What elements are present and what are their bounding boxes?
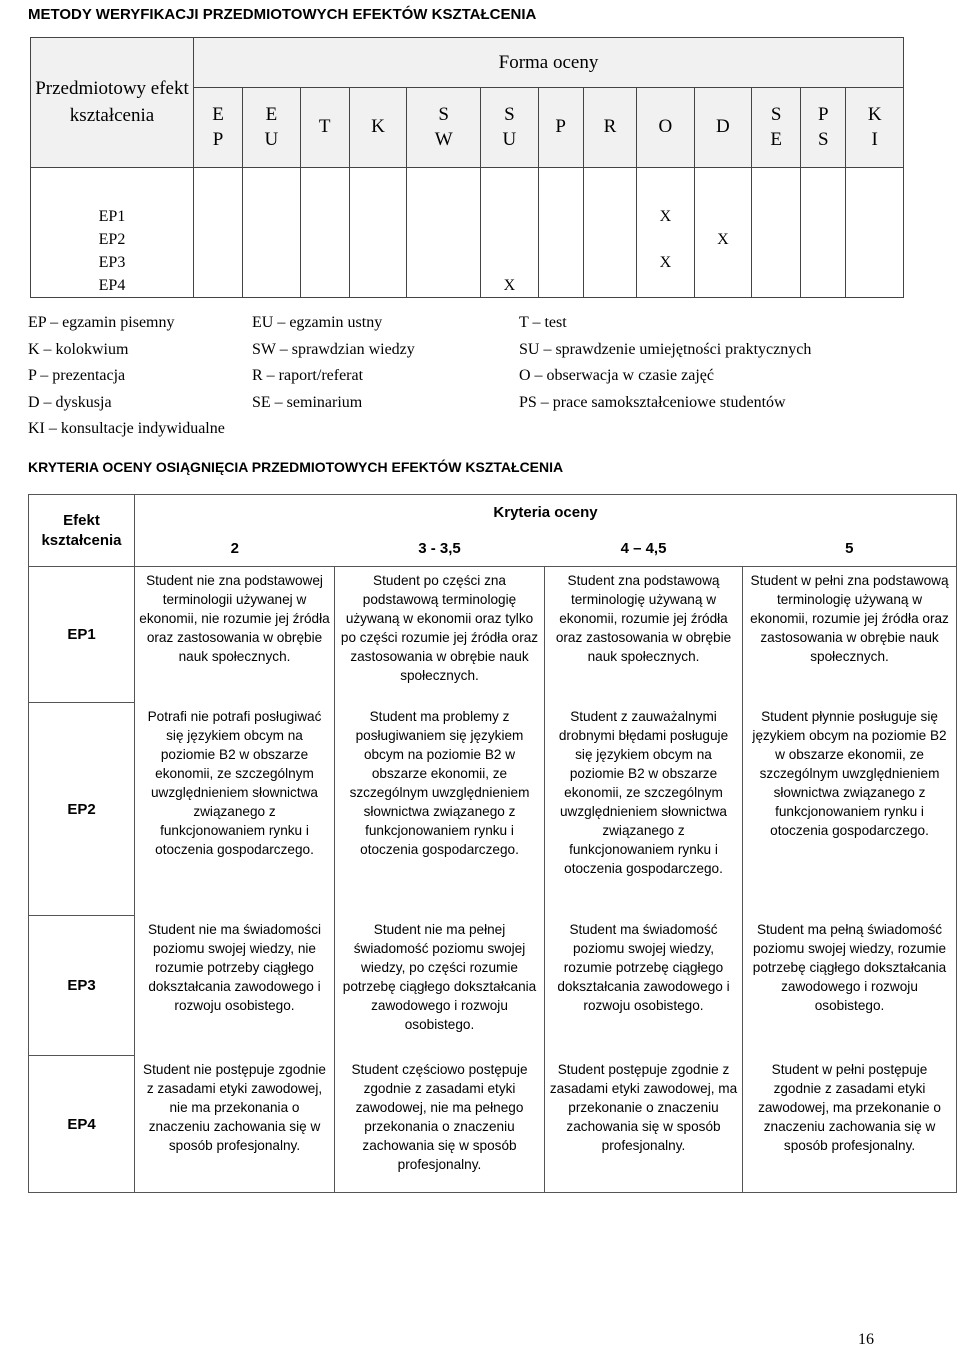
method-mark-cell bbox=[583, 252, 636, 275]
column-header-line: E bbox=[770, 128, 782, 150]
legend-item: R – raport/referat bbox=[252, 367, 364, 384]
column-header-line: D bbox=[715, 116, 730, 138]
method-mark-cell bbox=[846, 275, 904, 298]
method-mark-cell bbox=[349, 229, 406, 252]
empty-cell bbox=[349, 168, 406, 206]
effect-label: EP4 bbox=[31, 275, 194, 298]
criteria-cell bbox=[335, 1056, 545, 1193]
verification-methods-table bbox=[30, 37, 904, 298]
column-header-line: P bbox=[212, 128, 224, 150]
method-mark-cell bbox=[194, 252, 243, 275]
grade-header: 3 - 3,5 bbox=[335, 531, 545, 567]
table1-column-header bbox=[694, 88, 751, 168]
column-header-line: U bbox=[502, 128, 517, 150]
method-mark-cell bbox=[801, 275, 846, 298]
method-mark-cell bbox=[694, 252, 751, 275]
column-header-line: S bbox=[770, 103, 782, 125]
method-mark-cell bbox=[243, 206, 300, 229]
table1-spacer-row bbox=[31, 168, 904, 206]
legend-item: SE – seminarium bbox=[252, 393, 363, 411]
criteria-effect-label: EP4 bbox=[29, 1056, 135, 1193]
table1-column-header bbox=[538, 88, 583, 168]
legend-item: EU – egzamin ustny bbox=[252, 314, 383, 331]
empty-cell bbox=[752, 168, 801, 206]
criteria-row bbox=[29, 567, 957, 703]
criteria-cell bbox=[135, 703, 335, 916]
method-mark-cell bbox=[300, 206, 349, 229]
table1-body bbox=[31, 168, 904, 298]
legend-item: K – kolokwium bbox=[28, 340, 129, 358]
method-mark-cell bbox=[694, 206, 751, 229]
table1-column-header bbox=[801, 88, 846, 168]
criteria-cell bbox=[135, 1056, 335, 1193]
criteria-cell bbox=[335, 567, 545, 703]
criteria-cell bbox=[743, 567, 957, 703]
criteria-text: Student ma problemy z posługiwaniem się językiem obcym na poziomie B2 w obszarze ekonomii, ze szczególnym uwzględnieniem słownictwa związanego z funkcjonowaniem rynku i otoczenia gospodarczego. bbox=[349, 708, 530, 857]
criteria-text: Student postępuje zgodnie z zasadami etyki zawodowej, ma przekonanie o znaczeniu zachowania się w sposób profesjonalny. bbox=[549, 1061, 738, 1153]
table1-row bbox=[31, 275, 904, 298]
method-mark-cell bbox=[481, 252, 538, 275]
column-header-line: K bbox=[867, 103, 882, 125]
table1-column-header bbox=[846, 88, 904, 168]
table1-corner-header: Przedmiotowy efekt kształcenia bbox=[31, 38, 194, 168]
criteria-effect-label: EP1 bbox=[29, 567, 135, 703]
criteria-effect-label: EP3 bbox=[29, 916, 135, 1056]
criteria-text: Student w pełni zna podstawową terminologię używaną w ekonomii, rozumie jej źródła oraz zastosowania w obrębie nauk społecznych. bbox=[750, 573, 949, 664]
method-mark-cell bbox=[752, 252, 801, 275]
criteria-cell bbox=[743, 703, 957, 916]
table1-column-header bbox=[637, 88, 694, 168]
legend-item: T – test bbox=[519, 314, 567, 331]
method-mark-cell bbox=[752, 275, 801, 298]
legend-item: KI – konsultacje indywidualne bbox=[28, 420, 225, 437]
table1-row bbox=[31, 252, 904, 275]
method-mark-cell bbox=[538, 275, 583, 298]
effect-label: EP2 bbox=[31, 229, 194, 252]
method-mark-cell: X bbox=[637, 206, 694, 229]
method-mark-cell bbox=[752, 229, 801, 252]
empty-cell bbox=[407, 168, 481, 206]
column-header-line: S bbox=[818, 128, 829, 150]
criteria-text: Student ma pełną świadomość poziomu swojej wiedzy, rozumie potrzebę ciągłego dokształcania zawodowego i rozwoju osobistego. bbox=[752, 921, 947, 1013]
table1-column-header bbox=[194, 88, 243, 168]
method-mark-cell bbox=[801, 229, 846, 252]
method-mark-cell bbox=[752, 206, 801, 229]
method-mark-cell bbox=[801, 252, 846, 275]
method-mark-cell bbox=[300, 252, 349, 275]
column-header-line: S bbox=[438, 103, 449, 125]
column-header-line: P bbox=[555, 116, 566, 138]
method-mark-cell bbox=[846, 229, 904, 252]
empty-cell bbox=[31, 168, 194, 206]
method-mark-cell bbox=[538, 206, 583, 229]
empty-cell bbox=[243, 168, 300, 206]
legend-item: D – dyskusja bbox=[28, 393, 112, 411]
method-mark-cell bbox=[349, 206, 406, 229]
legend-item: SU – sprawdzenie umiejętności praktycznych bbox=[519, 340, 812, 358]
section2-title: KRYTERIA OCENY OSIĄGNIĘCIA PRZEDMIOTOWYCH EFEKTÓW KSZTAŁCENIA bbox=[28, 459, 564, 475]
criteria-text: Student z zauważalnymi drobnymi błędami posługuje się językiem obcym na poziomie B2 w obszarze ekonomii, ze szczególnym uwzględnieniem słownictwa związanego z funkcjonowaniem rynku i otoczenia gospodarczego. bbox=[558, 708, 729, 876]
criteria-cell bbox=[545, 1056, 743, 1193]
column-header-line: P bbox=[818, 103, 829, 125]
method-mark-cell bbox=[243, 275, 300, 298]
legend-item: P – prezentacja bbox=[28, 367, 126, 384]
column-header-line: O bbox=[658, 116, 673, 138]
empty-cell bbox=[194, 168, 243, 206]
criteria-text: Potrafi nie potrafi posługiwać się językiem obcym na poziomie B2 w obszarze ekonomii, ze szczególnym uwzględnieniem słownictwa związanego z funkcjonowaniem rynku i otoczenia gospodarczego. bbox=[147, 708, 322, 857]
method-mark-cell bbox=[637, 229, 694, 252]
section1-title: METODY WERYFIKACJI PRZEDMIOTOWYCH EFEKTÓW KSZTAŁCENIA bbox=[28, 6, 537, 23]
method-mark-cell bbox=[694, 275, 751, 298]
criteria-cell bbox=[135, 567, 335, 703]
grade-header: 5 bbox=[743, 531, 957, 567]
criteria-cell bbox=[743, 1056, 957, 1193]
efekt-header: Efekt kształcenia bbox=[29, 495, 135, 567]
assessment-criteria-table bbox=[28, 494, 957, 1193]
empty-cell bbox=[846, 168, 904, 206]
method-mark-cell bbox=[349, 275, 406, 298]
column-header-line: W bbox=[434, 128, 453, 150]
method-mark-cell bbox=[481, 229, 538, 252]
empty-cell bbox=[801, 168, 846, 206]
legend-item: EP – egzamin pisemny bbox=[28, 314, 175, 331]
effect-label: EP3 bbox=[31, 252, 194, 275]
grade-header: 2 bbox=[135, 531, 335, 567]
column-header-line: T bbox=[318, 116, 331, 138]
criteria-row bbox=[29, 1056, 957, 1193]
empty-cell bbox=[481, 168, 538, 206]
method-mark-cell: X bbox=[481, 275, 538, 298]
criteria-cell bbox=[335, 703, 545, 916]
column-header-line: K bbox=[371, 116, 385, 138]
method-mark-cell bbox=[243, 252, 300, 275]
column-header-line: S bbox=[504, 103, 515, 125]
table1-column-header bbox=[300, 88, 349, 168]
criteria-text: Student częściowo postępuje zgodnie z zasadami etyki zawodowej, nie ma pełnego przekonania o znaczeniu zachowania się w sposób profesjonalny. bbox=[351, 1061, 528, 1172]
empty-cell bbox=[538, 168, 583, 206]
method-mark-cell bbox=[637, 275, 694, 298]
grade-header: 4 – 4,5 bbox=[545, 531, 743, 567]
table1-row bbox=[31, 229, 904, 252]
method-mark-cell: X bbox=[694, 229, 751, 252]
legend-item: O – obserwacja w czasie zajęć bbox=[519, 367, 714, 384]
method-mark-cell bbox=[407, 252, 481, 275]
method-mark-cell bbox=[407, 275, 481, 298]
criteria-row bbox=[29, 703, 957, 916]
grades-row bbox=[29, 531, 957, 567]
column-header-line: I bbox=[871, 128, 878, 150]
method-mark-cell bbox=[300, 229, 349, 252]
column-header-line: U bbox=[264, 128, 279, 150]
empty-cell bbox=[583, 168, 636, 206]
criteria-cell bbox=[545, 567, 743, 703]
column-header-line: E bbox=[212, 103, 224, 125]
method-mark-cell bbox=[349, 252, 406, 275]
table1-column-header bbox=[481, 88, 538, 168]
criteria-text: Student nie postępuje zgodnie z zasadami etyki zawodowej, nie ma przekonania o znaczeniu zachowania się w sposób profesjonalny. bbox=[143, 1061, 326, 1153]
criteria-text: Student nie zna podstawowej terminologii używanej w ekonomii, nie rozumie jej źródła oraz zastosowania w obrębie nauk społecznych. bbox=[139, 573, 330, 664]
table1-group-header: Forma oceny bbox=[194, 38, 904, 88]
method-mark-cell bbox=[538, 252, 583, 275]
table2-body bbox=[29, 567, 957, 1193]
criteria-text: Student w pełni postępuje zgodnie z zasadami etyki zawodowej, ma przekonanie o znaczeniu zachowania się w sposób profesjonalny. bbox=[758, 1061, 941, 1153]
criteria-cell bbox=[743, 916, 957, 1056]
method-mark-cell: X bbox=[637, 252, 694, 275]
empty-cell bbox=[694, 168, 751, 206]
table1-column-header bbox=[752, 88, 801, 168]
legend-item: SW – sprawdzian wiedzy bbox=[252, 340, 415, 358]
table1-column-header bbox=[583, 88, 636, 168]
empty-cell bbox=[637, 168, 694, 206]
method-mark-cell bbox=[243, 229, 300, 252]
method-mark-cell bbox=[194, 229, 243, 252]
criteria-cell bbox=[545, 916, 743, 1056]
method-mark-cell bbox=[300, 275, 349, 298]
criteria-text: Student po części zna podstawową terminologię używaną w ekonomii oraz tylko po części rozumie jej źródła oraz zastosowania w obrębie nauk społecznych. bbox=[340, 573, 539, 683]
legend-item: PS – prace samokształceniowe studentów bbox=[519, 393, 786, 411]
criteria-text: Student ma świadomość poziomu swojej wiedzy, rozumie potrzebę ciągłego dokształcania zawodowego i rozwoju osobistego. bbox=[557, 921, 730, 1013]
criteria-effect-label: EP2 bbox=[29, 703, 135, 916]
method-mark-cell bbox=[194, 275, 243, 298]
method-mark-cell bbox=[583, 229, 636, 252]
method-mark-cell bbox=[583, 275, 636, 298]
method-mark-cell bbox=[407, 206, 481, 229]
method-mark-cell bbox=[846, 206, 904, 229]
column-header-line: R bbox=[603, 116, 617, 138]
kryteria-header: Kryteria oceny bbox=[135, 495, 957, 531]
method-mark-cell bbox=[194, 206, 243, 229]
criteria-text: Student zna podstawową terminologię używaną w ekonomii, rozumie jej źródła oraz zastosowania w obrębie nauk społecznych. bbox=[555, 573, 732, 664]
table1-column-header bbox=[407, 88, 481, 168]
effect-label: EP1 bbox=[31, 206, 194, 229]
criteria-text: Student nie ma pełnej świadomość poziomu swojej wiedzy, po części rozumie potrzebę ciągłego dokształcania zawodowego i rozwoju osobistego. bbox=[342, 921, 537, 1032]
criteria-row bbox=[29, 916, 957, 1056]
criteria-text: Student płynnie posługuje się językiem obcym na poziomie B2 w obszarze ekonomii, ze szczególnym uwzględnieniem słownictwa związanego z funkcjonowaniem rynku i otoczenia gospodarczego. bbox=[752, 708, 947, 838]
criteria-cell bbox=[335, 916, 545, 1056]
method-mark-cell bbox=[846, 252, 904, 275]
method-mark-cell bbox=[407, 229, 481, 252]
method-mark-cell bbox=[583, 206, 636, 229]
criteria-text: Student nie ma świadomości poziomu swojej wiedzy, nie rozumie potrzeby ciągłego dokształcania zawodowego i rozwoju osobistego. bbox=[147, 921, 322, 1013]
page-number: 16 bbox=[858, 1331, 874, 1348]
table1-column-header bbox=[243, 88, 300, 168]
criteria-cell bbox=[545, 703, 743, 916]
empty-cell bbox=[300, 168, 349, 206]
method-mark-cell bbox=[538, 229, 583, 252]
table1-column-header bbox=[349, 88, 406, 168]
method-mark-cell bbox=[481, 206, 538, 229]
column-header-line: E bbox=[265, 103, 278, 125]
table1-row bbox=[31, 206, 904, 229]
method-mark-cell bbox=[801, 206, 846, 229]
criteria-cell bbox=[135, 916, 335, 1056]
